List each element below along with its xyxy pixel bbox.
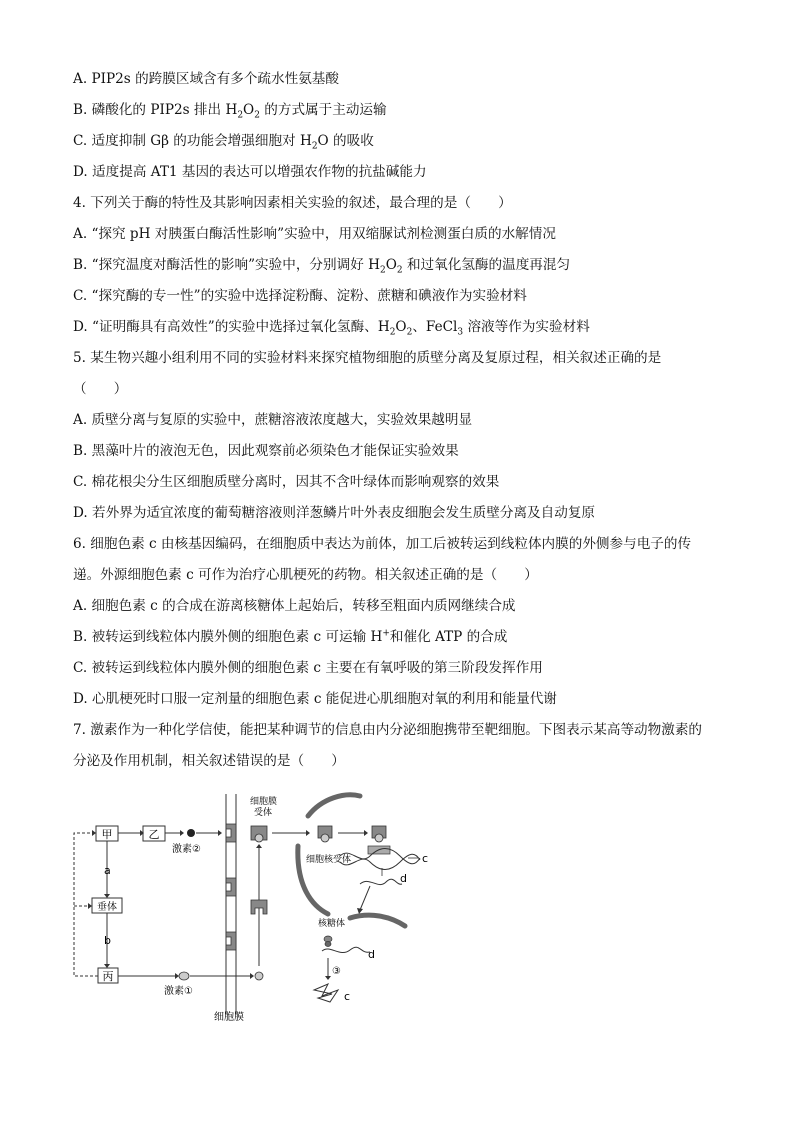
text-fragment: 2: [237, 110, 244, 121]
text-line-q6d: [73, 690, 557, 708]
text-fragment: 2: [254, 110, 260, 121]
text-fragment: 5. 某生物兴趣小组利用不同的实验材料来探究植物细胞的质壁分离及复原过程，相关叙述正确的是: [73, 350, 662, 366]
text-line-q4d: [73, 318, 590, 336]
text-fragment: C. 适度抑制 Gβ 的功能会增强细胞对 H: [73, 133, 312, 149]
label-nuclear-receptor: 细胞核受体: [306, 855, 352, 865]
text-line-q5d: [73, 504, 595, 522]
text-fragment: 2: [406, 327, 413, 338]
label-step3: ③: [332, 966, 341, 977]
text-fragment: C. 棉花根尖分生区细胞质壁分离时，因其不含叶绿体而影响观察的效果: [73, 474, 500, 490]
text-line-q4a: [73, 225, 556, 243]
text-line-q6c: [73, 659, 543, 677]
text-line-q3b: [73, 101, 387, 119]
text-line-q5b: [73, 442, 459, 460]
label-membrane-receptor-1: 细胞膜: [250, 797, 278, 807]
label-c-bottom: c: [344, 990, 351, 1003]
text-line-q7b: [73, 752, 345, 770]
text-fragment: 3: [457, 327, 464, 338]
text-line-q5: [73, 349, 661, 367]
text-fragment: B. 黑藻叶片的液泡无色，因此观察前必须染色才能保证实验效果: [73, 443, 459, 459]
label-ribosome: 核糖体: [318, 919, 346, 929]
text-fragment: 分泌及作用机制，相关叙述错误的是（ ）: [73, 753, 345, 769]
label-d-top: d: [400, 872, 407, 885]
text-fragment: O: [395, 319, 407, 335]
text-fragment: D. “证明酶具有高效性”的实验中选择过氧化氢酶、H: [73, 319, 390, 335]
text-fragment: O 的吸收: [317, 133, 374, 149]
text-line-q5c: [73, 473, 499, 491]
text-fragment: 递。外源细胞色素 c 可作为治疗心肌梗死的药物。相关叙述正确的是（ ）: [73, 567, 538, 583]
label-membrane-bottom: 细胞膜: [214, 1012, 244, 1023]
text-line-q6: [73, 535, 691, 553]
text-line-q3a: [73, 70, 339, 88]
text-line-q5p: [73, 380, 127, 398]
text-fragment: A. 细胞色素 c 的合成在游离核糖体上起始后，转移至粗面内质网继续合成: [73, 598, 516, 614]
protein-c: [314, 984, 338, 1002]
hormone-mechanism-figure: [60, 786, 440, 1026]
label-bing: 丙: [102, 970, 114, 983]
text-fragment: A. PIP2s 的跨膜区域含有多个疏水性氨基酸: [73, 71, 339, 87]
text-fragment: B. “探究温度对酶活性的影响”实验中，分别调好 H: [73, 257, 380, 273]
text-line-q7: [73, 721, 702, 739]
label-c-top: c: [422, 852, 429, 865]
text-fragment: D. 心肌梗死时口服一定剂量的细胞色素 c 能促进心肌细胞对氧的利用和能量代谢: [73, 691, 557, 707]
text-line-q3c: [73, 132, 374, 150]
text-fragment: 2: [389, 327, 396, 338]
label-membrane-receptor-2: 受体: [254, 808, 273, 818]
text-line-q4c: [73, 287, 527, 305]
label-yi: 乙: [148, 828, 160, 841]
text-fragment: O: [243, 102, 255, 118]
text-fragment: +: [382, 628, 390, 639]
label-jia: 甲: [101, 828, 113, 841]
text-fragment: 4. 下列关于酶的特性及其影响因素相关实验的叙述，最合理的是（ ）: [73, 195, 512, 211]
text-line-q6b: [73, 566, 538, 584]
text-fragment: B. 磷酸化的 PIP2s 排出 H: [73, 102, 238, 118]
label-a: a: [104, 864, 111, 877]
text-fragment: A. “探究 pH 对胰蛋白酶活性影响”实验中，用双缩脲试剂检测蛋白质的水解情况: [73, 226, 556, 242]
text-fragment: C. “探究酶的专一性”的实验中选择淀粉酶、淀粉、蔗糖和碘液作为实验材料: [73, 288, 527, 304]
text-fragment: 、FeCl: [412, 319, 458, 335]
text-line-q6a: [73, 597, 516, 615]
text-line-q4b: [73, 256, 570, 274]
text-fragment: 的方式属于主动运输: [259, 102, 387, 118]
text-fragment: 溶液等作为实验材料: [463, 319, 590, 335]
text-line-q3d: [73, 163, 427, 181]
text-fragment: 和过氧化氢酶的温度再混匀: [402, 257, 571, 273]
text-fragment: （ ）: [73, 381, 128, 397]
text-fragment: 和催化 ATP 的合成: [389, 629, 508, 645]
label-hormone1: 激素①: [164, 986, 193, 997]
label-chuiti: 垂体: [97, 902, 117, 913]
text-line-q6bb: [73, 628, 507, 646]
text-fragment: D. 适度提高 AT1 基因的表达可以增强农作物的抗盐碱能力: [73, 164, 427, 180]
label-b: b: [104, 934, 111, 947]
text-fragment: O: [385, 257, 397, 273]
text-line-q5a: [73, 411, 472, 429]
text-fragment: D. 若外界为适宜浓度的葡萄糖溶液则洋葱鳞片叶外表皮细胞会发生质壁分离及自动复原: [73, 505, 596, 521]
hormone1-dot: [179, 972, 189, 980]
label-hormone2: 激素②: [172, 844, 201, 855]
text-fragment: 2: [380, 265, 386, 276]
text-fragment: B. 被转运到线粒体内膜外侧的细胞色素 c 可运输 H: [73, 629, 383, 645]
label-d-bottom: d: [368, 948, 375, 961]
text-fragment: A. 质壁分离与复原的实验中，蔗糖溶液浓度越大，实验效果越明显: [73, 412, 473, 428]
text-fragment: C. 被转运到线粒体内膜外侧的细胞色素 c 主要在有氧呼吸的第三阶段发挥作用: [73, 660, 543, 676]
text-fragment: 7. 激素作为一种化学信使，能把某种调节的信息由内分泌细胞携带至靶细胞。下图表示某高等动物激素的: [73, 722, 703, 738]
text-line-q4: [73, 194, 512, 212]
text-fragment: 2: [396, 265, 403, 276]
hormone2-dot: [187, 829, 195, 837]
text-fragment: 2: [311, 141, 318, 152]
text-fragment: 6. 细胞色素 c 由核基因编码，在细胞质中表达为前体，加工后被转运到线粒体内膜的外侧参与电子的传: [73, 536, 692, 552]
